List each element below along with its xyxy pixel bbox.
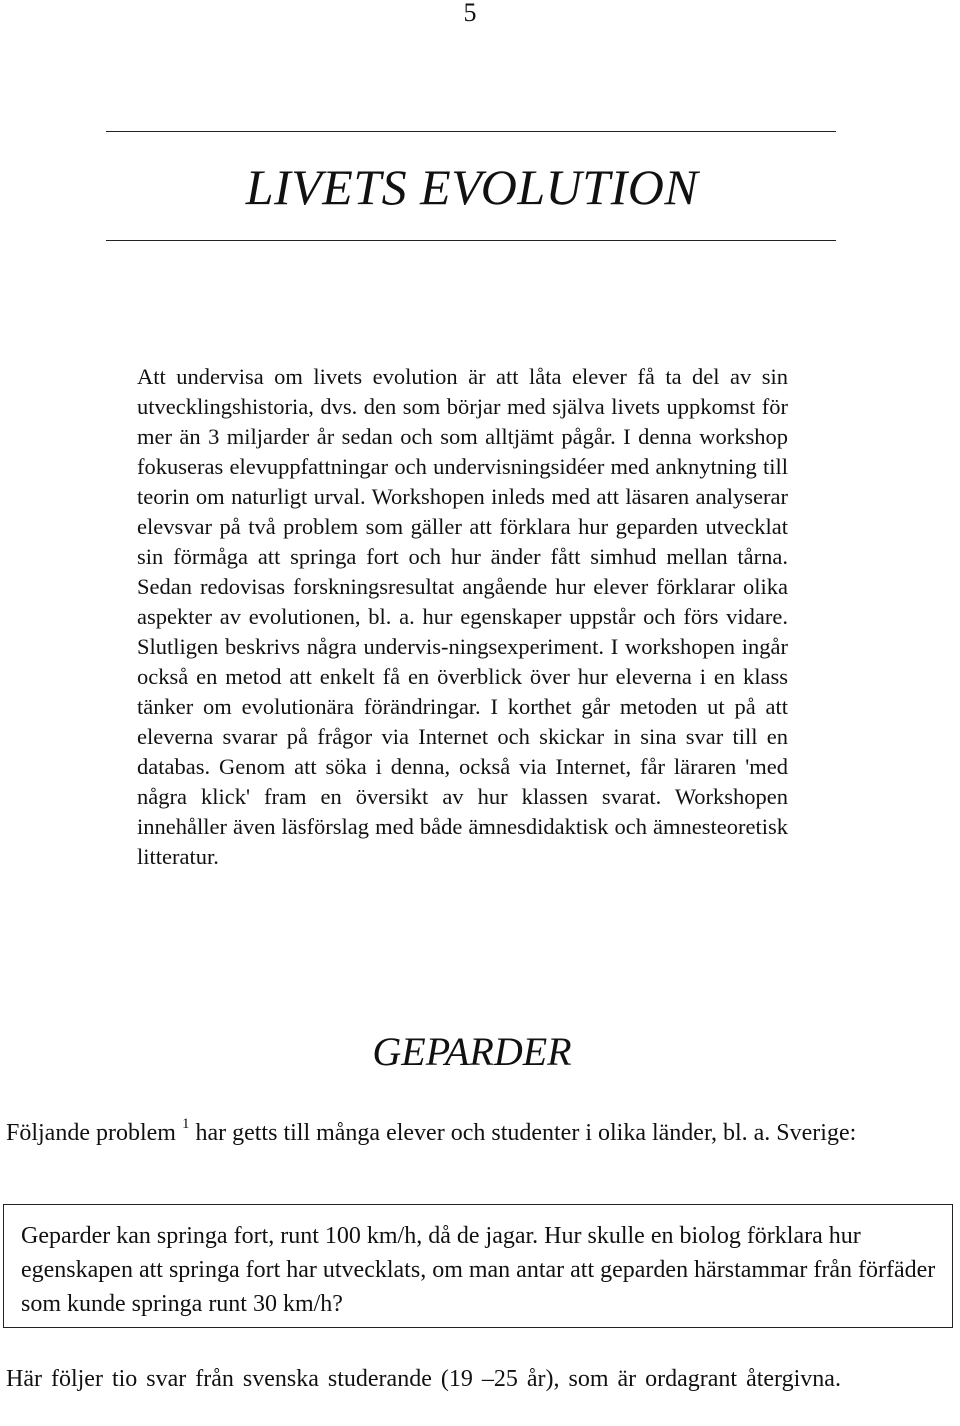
page-number: 5: [463, 0, 477, 27]
lead-text-start: Följande problem: [6, 1120, 182, 1146]
lead-text-end: har getts till många elever och studenter i olika länder, bl. a. Sverige:: [189, 1120, 857, 1146]
intro-paragraph: Att undervisa om livets evolution är att låta elever få ta del av sin utvecklingshistoria, dvs. den som börjar med själva livets uppkomst för mer än 3 miljarder år sedan och som alltjämt pågår. I denna workshop fokuseras elevuppfattningar och undervisningsidéer med anknytning till teorin om naturligt urval. Workshopen inleds med att läsaren analyserar elevsvar på två problem som gäller att förklara hur geparden utvecklat sin förmåga att springa fort och hur änder fått simhud mellan tårna. Sedan redovisas forskningsresultat angående hur elever förklarar olika aspekter av evolutionen, bl. a. hur egenskaper uppstår och förs vidare. Slutligen beskrivs några undervis-ningsexperiment. I workshopen ingår också en metod att enkelt få en överblick över hur eleverna i en klass tänker om evolutionära förändringar. I korthet går metoden ut på att eleverna svarar på frågor via Internet och skickar in sina svar till en databas. Genom att söka i denna, också via Internet, får läraren 'med några klick' fram en översikt av hur klassen svarat. Workshopen innehåller även läsförslag med både ämnesdidaktisk och ämnesteoretisk litteratur.: [137, 364, 788, 869]
title-rule-top: [106, 131, 836, 132]
section-title: GEPARDER: [372, 1029, 572, 1074]
problem-box: [3, 1204, 953, 1328]
title-rule-bottom: [106, 240, 836, 241]
lead-paragraph: [6, 1116, 906, 1150]
problem-text: Geparder kan springa fort, runt 100 km/h, då de jagar. Hur skulle en biolog förklara hur egenskapen att springa fort har utvecklats, om man antar att geparden härstammar från förfäder som kunde springa runt 30 km/h?: [21, 1223, 936, 1317]
footnote-marker[interactable]: 1: [181, 1116, 190, 1132]
main-title: LIVETS EVOLUTION: [245, 159, 699, 215]
outro-paragraph: Här följer tio svar från svenska studerande (19 –25 år), som är ordagrant återgivna.: [6, 1366, 841, 1392]
